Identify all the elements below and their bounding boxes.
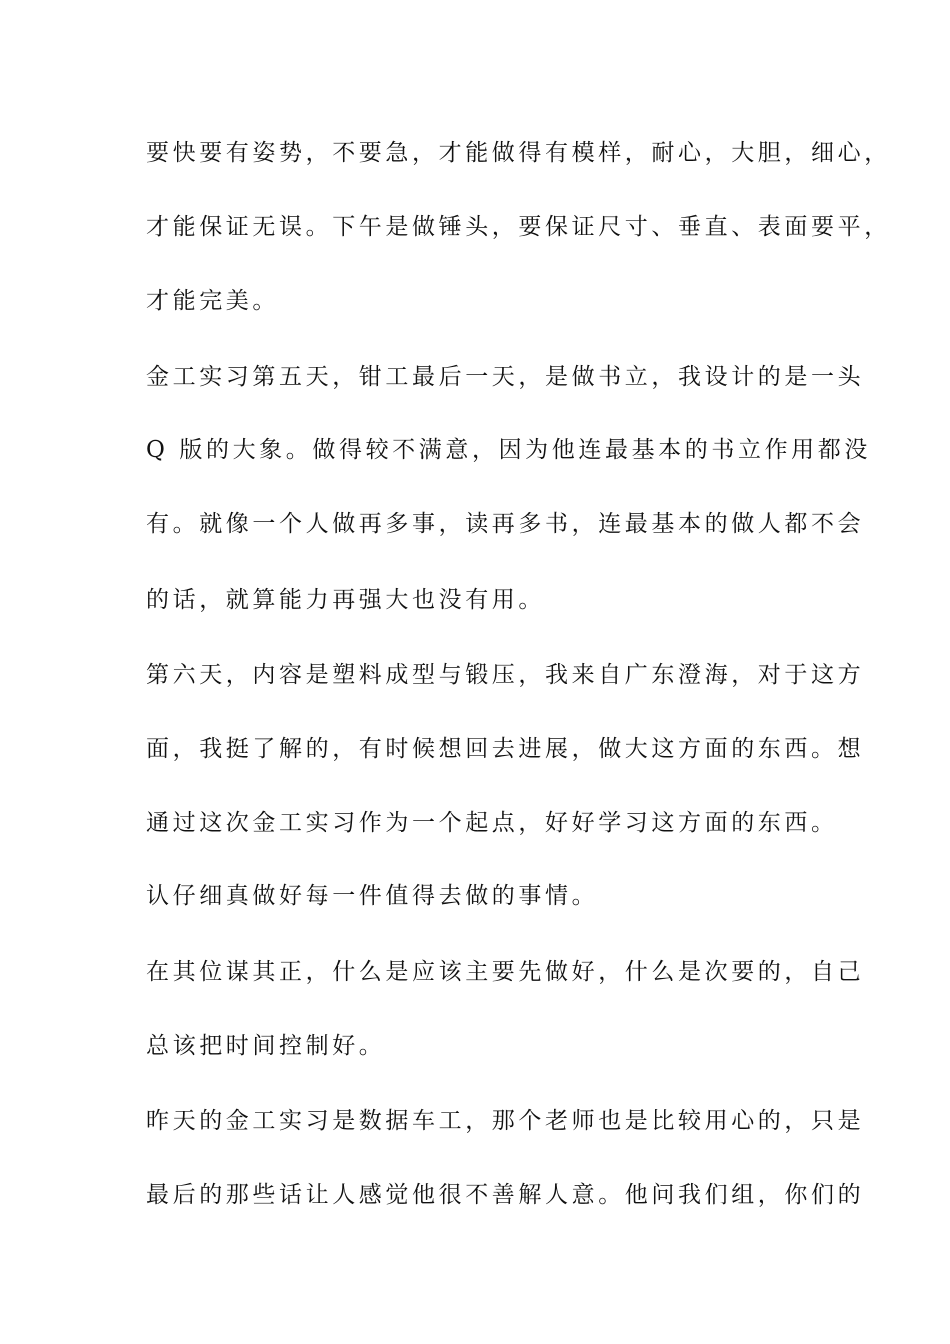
text-line: 才能完美。 — [146, 288, 279, 314]
text-line: 最后的那些话让人感觉他很不善解人意。他问我们组，你们的 — [146, 1182, 865, 1208]
text-line: 才能保证无误。下午是做锤头，要保证尺寸、垂直、表面要平， — [146, 214, 891, 240]
text-line: 金工实习第五天，钳工最后一天，是做书立，我设计的是一头 — [146, 364, 865, 390]
text-line: 在其位谋其正，什么是应该主要先做好，什么是次要的，自己 — [146, 959, 865, 985]
text-line: 认仔细真做好每一件值得去做的事情。 — [146, 883, 599, 909]
text-line: 第六天，内容是塑料成型与锻压，我来自广东澄海，对于这方 — [146, 662, 865, 688]
text-line: 要快要有姿势，不要急，才能做得有模样，耐心，大胆，细心， — [146, 140, 891, 166]
text-line: 的话，就算能力再强大也没有用。 — [146, 587, 545, 613]
text-line: Q 版的大象。做得较不满意，因为他连最基本的书立作用都没 — [146, 437, 871, 463]
text-line: 面，我挺了解的，有时候想回去进展，做大这方面的东西。想 — [146, 736, 865, 762]
text-line: 有。就像一个人做再多事，读再多书，连最基本的做人都不会 — [146, 511, 865, 537]
text-line: 通过这次金工实习作为一个起点，好好学习这方面的东西。 — [146, 810, 838, 836]
text-line: 总该把时间控制好。 — [146, 1033, 386, 1059]
text-line: 昨天的金工实习是数据车工，那个老师也是比较用心的，只是 — [146, 1108, 865, 1134]
